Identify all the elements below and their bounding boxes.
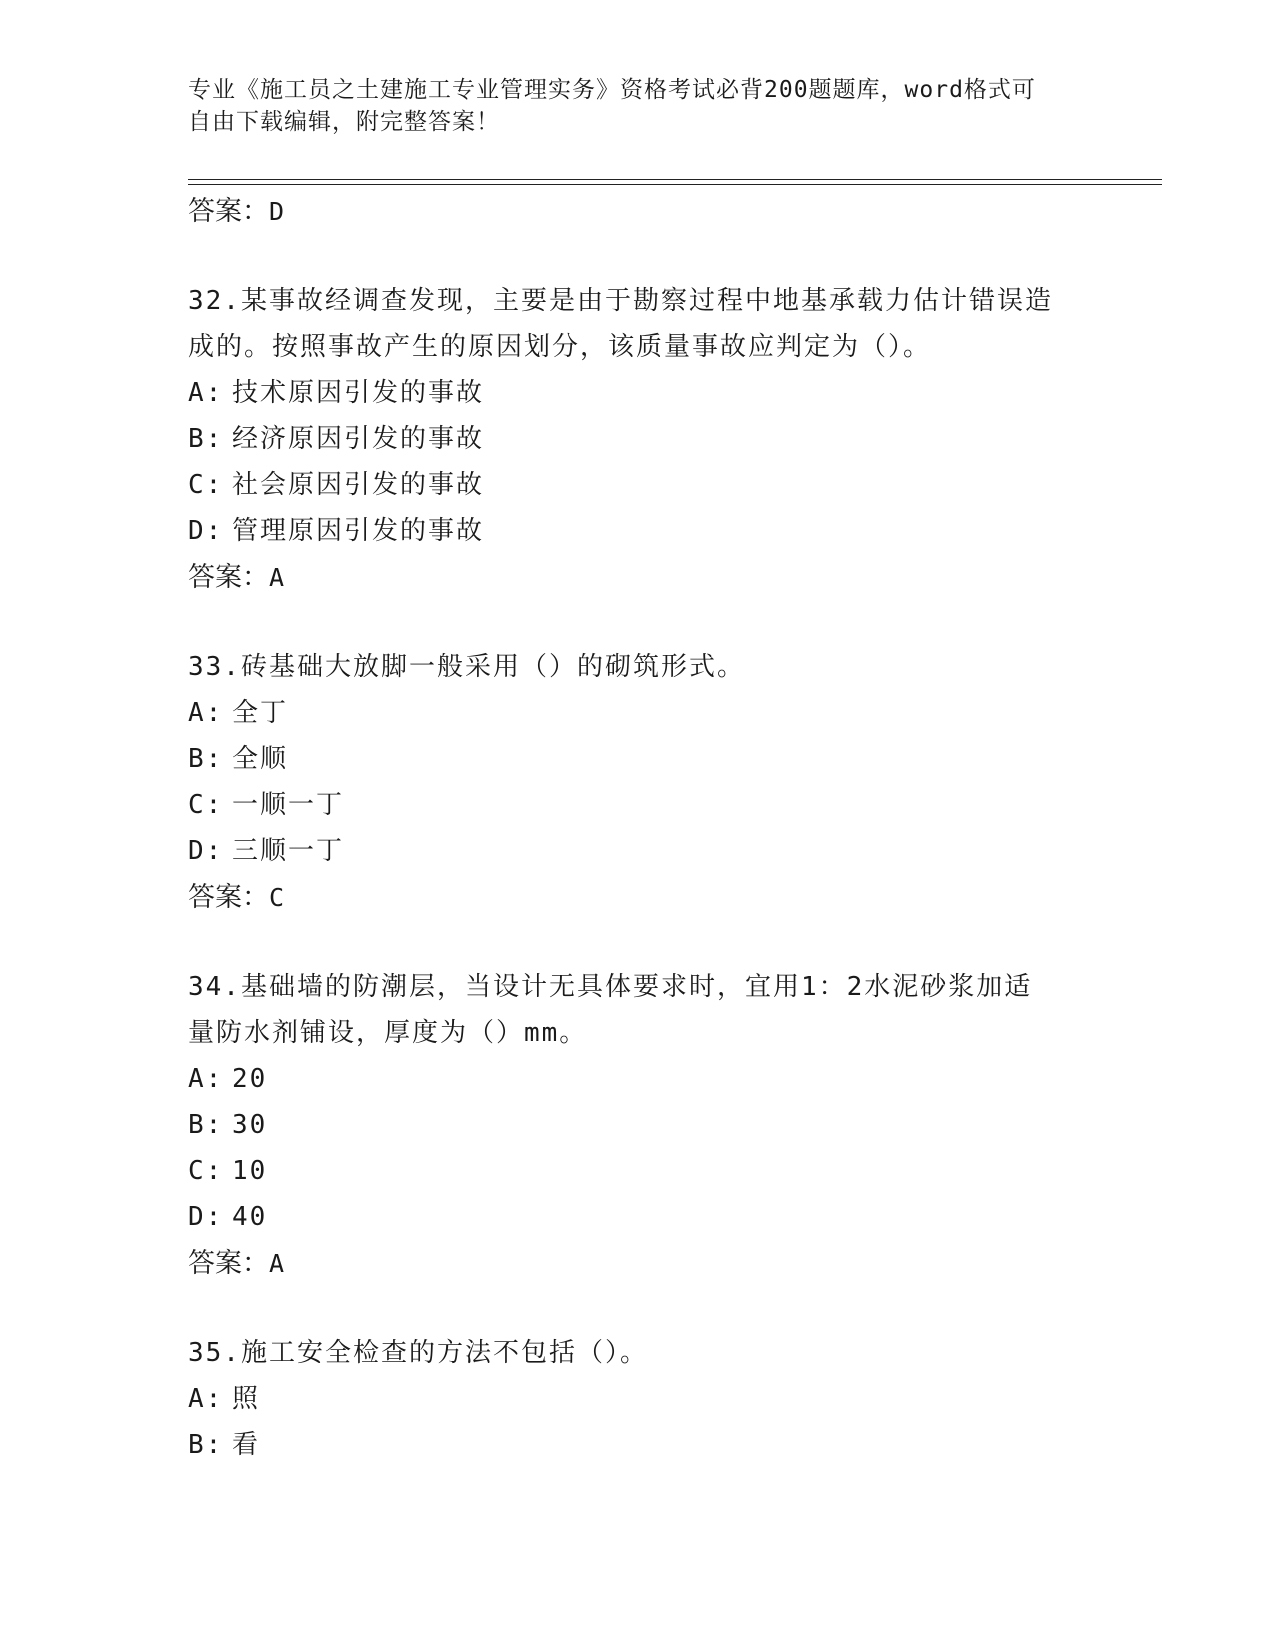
question-text-line: 33.砖基础大放脚一般采用（）的砌筑形式。 (188, 652, 745, 682)
answer-value: D (269, 197, 285, 226)
answer-label: 答案： (188, 562, 269, 592)
question-list (188, 188, 1088, 1468)
option-b (188, 416, 1088, 462)
option-text: 20 (232, 1064, 268, 1094)
option-text: 10 (232, 1156, 268, 1186)
question-text-line: 量防水剂铺设，厚度为（）mm。 (188, 1018, 588, 1048)
option-key: A: (188, 378, 224, 408)
option-a (188, 1376, 1088, 1422)
header-divider-top (188, 179, 1162, 180)
question-text-line: 成的。按照事故产生的原因划分，该质量事故应判定为（）。 (188, 332, 932, 362)
answer-value: A (269, 563, 285, 592)
answer-value: A (269, 1249, 285, 1278)
option-text: 技术原因引发的事故 (232, 378, 485, 408)
question-item (188, 644, 1088, 920)
answer-value: C (269, 883, 285, 912)
answer-line (188, 554, 1088, 600)
answer-label: 答案： (188, 882, 269, 912)
question-item (188, 1330, 1088, 1468)
option-key: B: (188, 1110, 224, 1140)
option-key: A: (188, 1384, 224, 1414)
option-text: 看 (232, 1430, 261, 1460)
question-item (188, 278, 1088, 600)
option-key: C: (188, 470, 224, 500)
answer-line (188, 874, 1088, 920)
header-line-1: 专业《施工员之土建施工专业管理实务》资格考试必背200题题库，word格式可 (188, 77, 1036, 103)
option-text: 管理原因引发的事故 (232, 516, 485, 546)
answer-label: 答案： (188, 196, 269, 226)
option-b (188, 736, 1088, 782)
option-b (188, 1422, 1088, 1468)
option-d (188, 508, 1088, 554)
option-text: 经济原因引发的事故 (232, 424, 485, 454)
option-c (188, 462, 1088, 508)
option-c (188, 782, 1088, 828)
answer-label: 答案： (188, 1248, 269, 1278)
header-divider-bottom (188, 184, 1162, 185)
document-header (188, 74, 1068, 138)
header-line-2: 自由下载编辑，附完整答案！ (188, 109, 500, 135)
option-key: D: (188, 836, 224, 866)
option-text: 三顺一丁 (232, 836, 345, 866)
option-key: D: (188, 516, 224, 546)
option-a (188, 690, 1088, 736)
option-key: A: (188, 1064, 224, 1094)
option-text: 照 (232, 1384, 261, 1414)
option-a (188, 1056, 1088, 1102)
question-text-line: 32.某事故经调查发现，主要是由于勘察过程中地基承载力估计错误造 (188, 286, 1053, 316)
question-text-line: 35.施工安全检查的方法不包括（）。 (188, 1338, 648, 1368)
question-item (188, 964, 1088, 1286)
option-a (188, 370, 1088, 416)
option-d (188, 828, 1088, 874)
option-key: B: (188, 424, 224, 454)
option-d (188, 1194, 1088, 1240)
option-b (188, 1102, 1088, 1148)
answer-line (188, 188, 1088, 234)
option-key: A: (188, 698, 224, 728)
option-text: 全顺 (232, 744, 289, 774)
option-c (188, 1148, 1088, 1194)
question-text-line: 34.基础墙的防潮层，当设计无具体要求时，宜用1：2水泥砂浆加适 (188, 972, 1033, 1002)
option-text: 全丁 (232, 698, 289, 728)
option-key: C: (188, 790, 224, 820)
option-text: 30 (232, 1110, 268, 1140)
option-key: C: (188, 1156, 224, 1186)
option-text: 社会原因引发的事故 (232, 470, 485, 500)
option-text: 40 (232, 1202, 268, 1232)
option-key: B: (188, 1430, 224, 1460)
option-text: 一顺一丁 (232, 790, 345, 820)
answer-line (188, 1240, 1088, 1286)
option-key: B: (188, 744, 224, 774)
option-key: D: (188, 1202, 224, 1232)
